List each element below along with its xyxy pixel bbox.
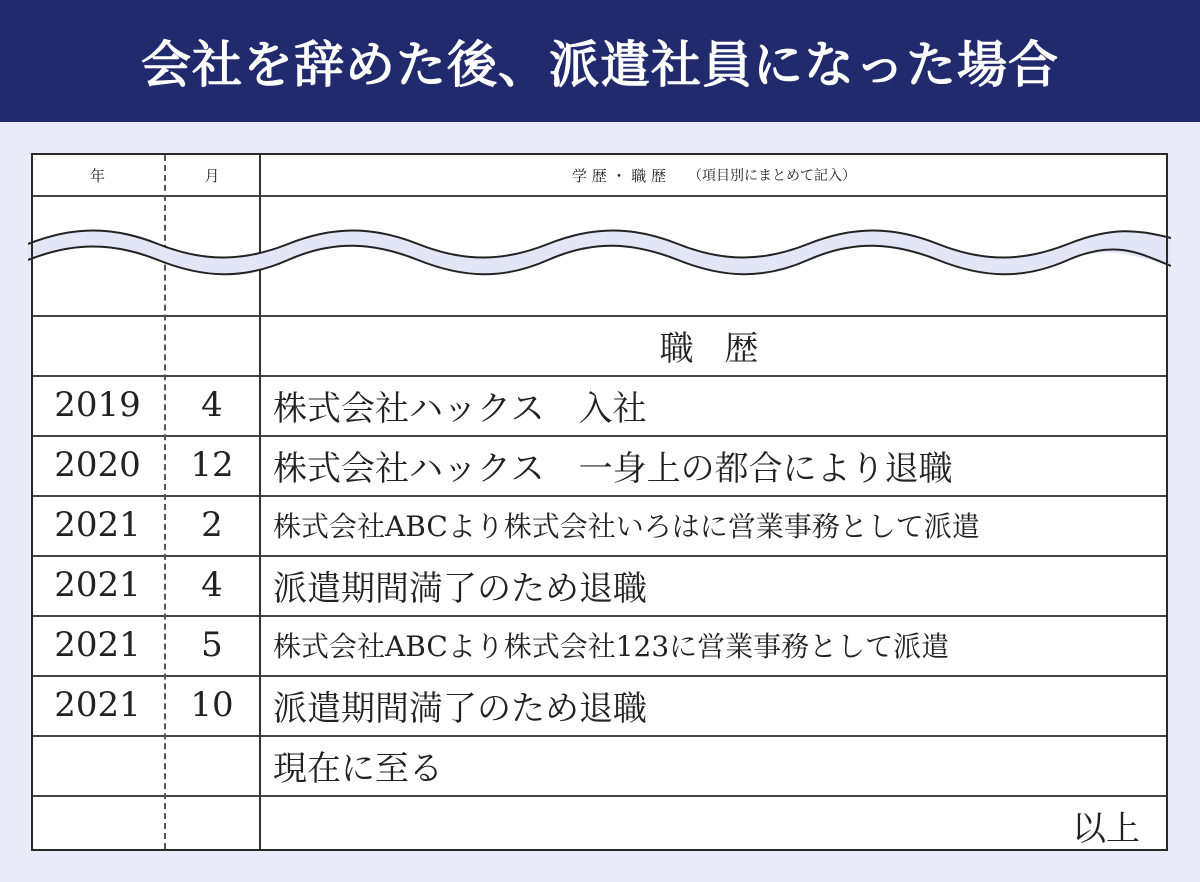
omission-wave — [28, 224, 1171, 282]
table-row — [31, 675, 1168, 735]
history-cell: 派遣期間満了のため退職 — [273, 688, 647, 729]
rule — [31, 195, 1168, 197]
history-cell: 株式会社ABCより株式会社123に営業事務として派遣 — [273, 630, 950, 663]
year-cell: 2021 — [54, 685, 141, 725]
header-history-label: 学 歴 ・ 職 歴 — [571, 166, 667, 185]
page-title: 会社を辞めた後、派遣社員になった場合 — [141, 36, 1059, 94]
current-status: 現在に至る — [273, 748, 443, 789]
table-row — [31, 615, 1168, 675]
year-cell: 2020 — [54, 445, 141, 485]
month-cell: 12 — [190, 445, 234, 485]
table-row — [31, 495, 1168, 555]
table-row — [31, 555, 1168, 615]
table-row — [31, 375, 1168, 435]
section-row — [31, 315, 1168, 375]
month-cell: 10 — [190, 685, 234, 725]
header-year: 年 — [89, 166, 105, 185]
header-history-note: （項目別にまとめて記入） — [688, 168, 857, 184]
month-cell: 4 — [201, 565, 223, 605]
history-cell: 派遣期間満了のため退職 — [273, 568, 647, 609]
history-cell: 株式会社ハックス 一身上の都合により退職 — [273, 448, 953, 489]
month-cell: 4 — [201, 385, 223, 425]
table-row — [31, 435, 1168, 495]
header-month: 月 — [204, 166, 220, 185]
year-cell: 2021 — [54, 565, 141, 605]
year-cell: 2021 — [54, 625, 141, 665]
title-banner — [0, 0, 1200, 122]
year-cell: 2019 — [54, 385, 141, 425]
table-row — [31, 795, 1168, 855]
end-mark: 以上 — [1072, 808, 1140, 849]
year-cell: 2021 — [54, 505, 141, 545]
month-cell: 5 — [201, 625, 223, 665]
history-cell: 株式会社ハックス 入社 — [273, 388, 647, 429]
table-row — [31, 735, 1168, 795]
header-history — [260, 155, 1168, 195]
month-cell: 2 — [201, 505, 223, 545]
history-cell: 株式会社ABCより株式会社いろはに営業事務として派遣 — [273, 510, 980, 543]
section-title: 職 歴 — [659, 328, 769, 369]
